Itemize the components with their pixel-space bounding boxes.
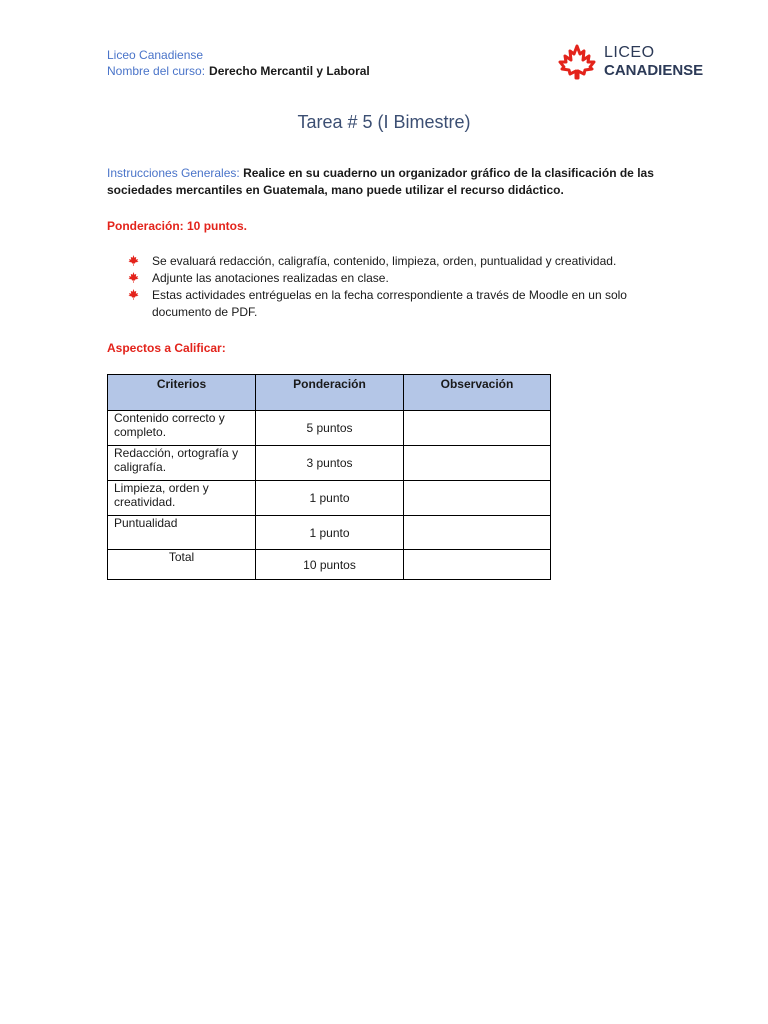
cell-ponderacion: 1 punto [256,516,404,550]
cell-observacion [404,516,551,550]
header-criterios: Criterios [108,375,256,411]
general-instructions [107,165,667,199]
table-row-total [108,550,551,580]
bullet-list [128,253,668,321]
table-row [108,446,551,481]
header-observacion: Observación [404,375,551,411]
table-row [108,411,551,446]
list-item [128,287,668,321]
course-label: Nombre del curso: [107,64,206,78]
cell-observacion [404,446,551,481]
school-logo [552,44,702,80]
cell-criterio: Contenido correcto y completo. [108,411,256,446]
instructions-text: Realice en su cuaderno un organizador gráfico de la clasificación de las sociedades mercantiles en Guatemala, mano puede utilizar el recurso didáctico. [107,166,654,197]
course-name: Derecho Mercantil y Laboral [209,64,370,78]
list-item [128,270,668,287]
cell-criterio: Limpieza, orden y creatividad. [108,481,256,516]
instructions-label: Instrucciones Generales: [107,166,240,180]
cell-ponderacion: 1 punto [256,481,404,516]
maple-leaf-bullet-icon [128,289,139,300]
maple-leaf-bullet-icon [128,255,139,266]
course-line [107,63,370,79]
bullet-text: Se evaluará redacción, caligrafía, contenido, limpieza, orden, puntualidad y creatividad. [152,254,617,268]
cell-criterio: Redacción, ortografía y caligrafía. [108,446,256,481]
cell-ponderacion: 5 puntos [256,411,404,446]
logo-text-canadiense: CANADIENSE [604,62,704,79]
ponderacion-heading: Ponderación: 10 puntos. [107,219,248,233]
logo-text-liceo: LICEO [604,44,655,61]
maple-leaf-logo-icon [552,44,602,80]
table-row [108,516,551,550]
grading-table [107,374,551,580]
bullet-text: Estas actividades entréguelas en la fecha correspondiente a través de Moodle en un solo documento de PDF. [152,288,627,319]
table-row [108,481,551,516]
cell-criterio: Puntualidad [108,516,256,550]
bullet-text: Adjunte las anotaciones realizadas en clase. [152,271,389,285]
cell-observacion [404,550,551,580]
cell-total-label: Total [108,550,256,580]
cell-ponderacion: 3 puntos [256,446,404,481]
cell-observacion [404,411,551,446]
header-ponderacion: Ponderación [256,375,404,411]
cell-total-ponderacion: 10 puntos [256,550,404,580]
cell-observacion [404,481,551,516]
school-name: Liceo Canadiense [107,48,204,62]
list-item [128,253,668,270]
assignment-title: Tarea # 5 (I Bimestre) [297,112,471,132]
maple-leaf-bullet-icon [128,272,139,283]
table-header-row [108,375,551,411]
aspectos-heading: Aspectos a Calificar: [107,341,226,355]
document-header [107,47,370,79]
